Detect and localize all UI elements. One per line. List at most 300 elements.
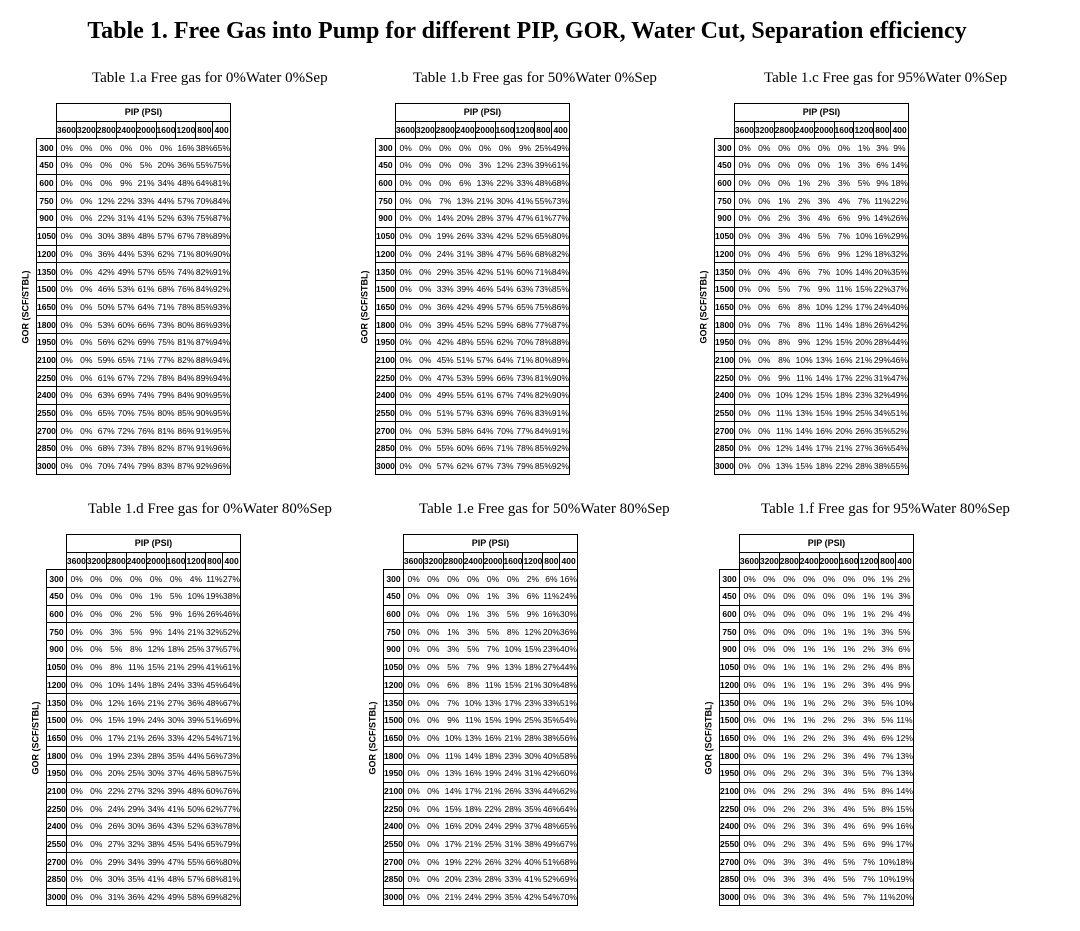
table-cell: 14% — [834, 316, 854, 334]
table-cell: 57% — [435, 457, 455, 475]
table-cell: 47% — [166, 853, 186, 871]
table-cell: 25% — [483, 835, 503, 853]
table-cell: 80% — [156, 404, 176, 422]
table-cell: 41% — [136, 210, 156, 228]
table-cell: 13% — [774, 457, 794, 475]
gor-row-header: 2700 — [384, 853, 404, 871]
table-cell: 2% — [839, 711, 859, 729]
table-cell: 0% — [403, 605, 423, 623]
table-cell: 9% — [523, 605, 543, 623]
table-cell: 0% — [166, 570, 186, 588]
table-cell: 33% — [136, 192, 156, 210]
table-cell: 8% — [896, 658, 914, 676]
table-cell: 78% — [196, 227, 213, 245]
table-cell: 0% — [774, 157, 794, 175]
table-cell: 26% — [483, 853, 503, 871]
table-row — [720, 871, 914, 889]
gor-row-header: 2100 — [376, 351, 396, 369]
table-row — [384, 605, 578, 623]
table-cell: 78% — [156, 369, 176, 387]
table-cell: 69% — [223, 711, 241, 729]
table-cell: 90% — [213, 245, 231, 263]
table-cell: 26% — [146, 729, 166, 747]
table-cell: 62% — [560, 782, 578, 800]
table-cell: 0% — [86, 818, 106, 836]
pip-column-header: 400 — [213, 121, 231, 139]
table-row — [720, 888, 914, 906]
gor-row-header: 1500 — [384, 711, 404, 729]
table-cell: 0% — [754, 227, 774, 245]
table-cell: 37% — [495, 210, 515, 228]
table-cell: 68% — [560, 853, 578, 871]
table-cell: 69% — [116, 387, 136, 405]
table-cell: 3% — [879, 641, 896, 659]
table-cell: 37% — [891, 280, 909, 298]
table-cell: 55% — [891, 457, 909, 475]
table-cell: 0% — [86, 623, 106, 641]
table-cell: 0% — [754, 387, 774, 405]
table-cell: 11% — [896, 711, 914, 729]
table-cell: 2% — [839, 694, 859, 712]
table-cell: 16% — [874, 227, 891, 245]
gor-row-header: 450 — [384, 588, 404, 606]
table-cell: 0% — [415, 316, 435, 334]
table-cell: 74% — [136, 387, 156, 405]
table-cell: 35% — [543, 711, 560, 729]
table-cell: 4% — [819, 871, 839, 889]
table-cell: 29% — [106, 853, 126, 871]
table-cell: 10% — [879, 853, 896, 871]
table-cell: 42% — [891, 316, 909, 334]
gor-row-header: 1350 — [47, 694, 67, 712]
table-cell: 65% — [116, 351, 136, 369]
table-cell: 0% — [463, 588, 483, 606]
table-cell: 73% — [515, 369, 535, 387]
table-cell: 49% — [116, 263, 136, 281]
table-cell: 75% — [136, 404, 156, 422]
table-cell: 21% — [475, 192, 495, 210]
table-cell: 74% — [515, 387, 535, 405]
table-cell: 7% — [854, 192, 874, 210]
table-cell: 0% — [395, 316, 415, 334]
table-cell: 63% — [96, 387, 116, 405]
table-cell: 0% — [859, 570, 879, 588]
table-cell: 2% — [799, 729, 819, 747]
table-cell: 0% — [734, 316, 754, 334]
table-cell: 82% — [535, 387, 552, 405]
table-row — [384, 764, 578, 782]
table-row — [37, 245, 231, 263]
table-cell: 14% — [896, 782, 914, 800]
table-cell: 92% — [552, 440, 570, 458]
table-row — [720, 623, 914, 641]
table-cell: 52% — [156, 210, 176, 228]
table-cell: 3% — [874, 139, 891, 157]
table-cell: 14% — [435, 210, 455, 228]
gor-row-header: 900 — [384, 641, 404, 659]
table-row — [715, 440, 909, 458]
table-cell: 3% — [779, 888, 799, 906]
table-cell: 86% — [176, 422, 196, 440]
table-cell: 1% — [794, 174, 814, 192]
table-cell: 13% — [475, 174, 495, 192]
table-cell: 17% — [896, 835, 914, 853]
table-cell: 21% — [146, 694, 166, 712]
table-cell: 0% — [66, 853, 86, 871]
table-cell: 30% — [166, 711, 186, 729]
table-cell: 84% — [213, 192, 231, 210]
table-cell: 50% — [96, 298, 116, 316]
table-cell: 9% — [515, 139, 535, 157]
table-cell: 1% — [799, 658, 819, 676]
pip-column-header: 2400 — [116, 121, 136, 139]
table-cell: 18% — [523, 658, 543, 676]
table-cell: 35% — [891, 263, 909, 281]
gor-row-header: 1350 — [384, 694, 404, 712]
table-cell: 95% — [213, 404, 231, 422]
table-cell: 33% — [166, 729, 186, 747]
table-cell: 0% — [415, 210, 435, 228]
table-cell: 24% — [106, 800, 126, 818]
table-cell: 4% — [839, 818, 859, 836]
table-cell: 6% — [543, 570, 560, 588]
table-row — [47, 782, 241, 800]
pip-column-header: 800 — [206, 552, 223, 570]
table-cell: 0% — [754, 333, 774, 351]
table-cell: 52% — [223, 623, 241, 641]
table-cell: 0% — [403, 764, 423, 782]
table-cell: 0% — [423, 641, 443, 659]
table-cell: 90% — [196, 387, 213, 405]
table-cell: 44% — [891, 333, 909, 351]
table-cell: 31% — [874, 369, 891, 387]
table-cell: 15% — [814, 404, 834, 422]
table-cell: 7% — [834, 227, 854, 245]
table-cell: 0% — [415, 333, 435, 351]
table-cell: 91% — [552, 422, 570, 440]
table-row — [376, 210, 570, 228]
gor-row-header: 300 — [715, 139, 735, 157]
table-cell: 11% — [543, 588, 560, 606]
table-cell: 5% — [859, 800, 879, 818]
table-cell: 48% — [543, 818, 560, 836]
table-cell: 33% — [503, 871, 523, 889]
table-cell: 62% — [495, 333, 515, 351]
gor-row-header: 2850 — [37, 440, 57, 458]
table-cell: 70% — [116, 404, 136, 422]
table-cell: 0% — [395, 157, 415, 175]
gor-row-header: 1800 — [384, 747, 404, 765]
gor-row-header: 1050 — [47, 658, 67, 676]
pip-column-header: 2800 — [435, 121, 455, 139]
gor-axis-label-text: GOR (SCF/STBL) — [367, 701, 377, 775]
table-cell: 9% — [891, 139, 909, 157]
table-cell: 0% — [76, 387, 96, 405]
table-cell: 0% — [86, 835, 106, 853]
table-cell: 12% — [814, 333, 834, 351]
table-cell: 0% — [754, 457, 774, 475]
table-cell: 20% — [543, 623, 560, 641]
table-cell: 1% — [819, 641, 839, 659]
table-row — [715, 280, 909, 298]
gor-row-header: 600 — [715, 174, 735, 192]
table-cell: 75% — [196, 210, 213, 228]
table-cell: 14% — [891, 157, 909, 175]
table-cell: 2% — [839, 658, 859, 676]
table-cell: 23% — [126, 747, 146, 765]
table-cell: 21% — [854, 351, 874, 369]
pip-column-header: 2800 — [106, 552, 126, 570]
table-cell: 55% — [186, 853, 206, 871]
table-cell: 13% — [483, 694, 503, 712]
table-cell: 19% — [503, 711, 523, 729]
table-cell: 0% — [66, 623, 86, 641]
table-cell: 27% — [543, 658, 560, 676]
table-cell: 48% — [166, 871, 186, 889]
table-cell: 95% — [213, 387, 231, 405]
table-cell: 41% — [523, 871, 543, 889]
gor-row-header: 2700 — [715, 422, 735, 440]
table-cell: 63% — [515, 280, 535, 298]
table-cell: 23% — [854, 387, 874, 405]
table-cell: 38% — [523, 835, 543, 853]
table-cell: 0% — [435, 174, 455, 192]
table-cell: 0% — [739, 605, 759, 623]
gor-row-header: 1500 — [715, 280, 735, 298]
pip-header: PIP (PSI) — [739, 535, 913, 553]
table-cell: 34% — [146, 800, 166, 818]
table-cell: 51% — [891, 404, 909, 422]
table-cell: 17% — [463, 782, 483, 800]
table-cell: 0% — [76, 298, 96, 316]
gor-axis-label — [361, 569, 383, 905]
gor-row-header: 2700 — [37, 422, 57, 440]
gor-row-header: 1500 — [47, 711, 67, 729]
table-row — [47, 676, 241, 694]
table-cell: 0% — [86, 747, 106, 765]
table-cell: 0% — [819, 588, 839, 606]
table-cell: 32% — [126, 835, 146, 853]
gor-row-header: 1800 — [37, 316, 57, 334]
table-cell: 53% — [435, 422, 455, 440]
table-cell: 86% — [552, 298, 570, 316]
table-cell: 2% — [779, 764, 799, 782]
table-cell: 45% — [435, 351, 455, 369]
table-cell: 6% — [859, 835, 879, 853]
table-cell: 87% — [196, 333, 213, 351]
table-cell: 75% — [213, 157, 231, 175]
gor-row-header: 2550 — [376, 404, 396, 422]
table-cell: 24% — [166, 676, 186, 694]
table-cell: 5% — [794, 245, 814, 263]
pip-column-header: 2400 — [455, 121, 475, 139]
table-cell: 0% — [86, 888, 106, 906]
table-cell: 3% — [799, 871, 819, 889]
table-cell: 20% — [106, 764, 126, 782]
table-cell: 0% — [395, 333, 415, 351]
table-cell: 7% — [463, 658, 483, 676]
table-cell: 8% — [126, 641, 146, 659]
table-cell: 91% — [552, 404, 570, 422]
table-cell: 21% — [463, 835, 483, 853]
table-cell: 9% — [834, 245, 854, 263]
table-row — [384, 729, 578, 747]
gor-row-header: 2250 — [384, 800, 404, 818]
table-cell: 0% — [395, 280, 415, 298]
table-cell: 8% — [503, 623, 523, 641]
table-cell: 11% — [814, 316, 834, 334]
table-cell: 5% — [879, 711, 896, 729]
table-cell: 22% — [891, 192, 909, 210]
table-cell: 2% — [839, 676, 859, 694]
table-cell: 0% — [754, 440, 774, 458]
table-cell: 12% — [523, 623, 543, 641]
pip-column-header: 3600 — [403, 552, 423, 570]
pip-column-header: 2800 — [96, 121, 116, 139]
table-cell: 56% — [560, 729, 578, 747]
pip-header: PIP (PSI) — [734, 104, 908, 122]
table-cell: 29% — [503, 818, 523, 836]
table-cell: 0% — [754, 139, 774, 157]
table-row — [47, 818, 241, 836]
table-cell: 7% — [483, 641, 503, 659]
pip-header: PIP (PSI) — [395, 104, 569, 122]
table-cell: 0% — [734, 139, 754, 157]
table-cell: 50% — [186, 800, 206, 818]
gor-row-header: 1650 — [384, 729, 404, 747]
table-cell: 13% — [814, 351, 834, 369]
table-cell: 0% — [734, 263, 754, 281]
table-cell: 96% — [213, 457, 231, 475]
table-cell: 0% — [759, 570, 779, 588]
table-cell: 0% — [395, 210, 415, 228]
table-cell: 0% — [739, 641, 759, 659]
table-row — [47, 570, 241, 588]
table-caption: Table 1.a Free gas for 0%Water 0%Sep — [92, 70, 328, 86]
table-cell: 18% — [146, 676, 166, 694]
table-cell: 5% — [503, 605, 523, 623]
table-cell: 54% — [206, 729, 223, 747]
table-cell: 14% — [794, 422, 814, 440]
table-cell: 87% — [552, 316, 570, 334]
table-cell: 14% — [874, 210, 891, 228]
free-gas-table — [714, 103, 909, 475]
table-cell: 31% — [523, 764, 543, 782]
table-cell: 2% — [859, 658, 879, 676]
table-cell: 29% — [874, 351, 891, 369]
table-cell: 79% — [136, 457, 156, 475]
table-cell: 48% — [560, 676, 578, 694]
table-cell: 16% — [186, 605, 206, 623]
pip-column-header: 1600 — [503, 552, 523, 570]
table-row — [720, 694, 914, 712]
pip-column-header: 800 — [879, 552, 896, 570]
table-cell: 39% — [166, 782, 186, 800]
table-cell: 0% — [739, 747, 759, 765]
table-cell: 80% — [223, 853, 241, 871]
table-cell: 39% — [146, 853, 166, 871]
gor-row-header: 2250 — [720, 800, 740, 818]
table-cell: 45% — [455, 316, 475, 334]
table-cell: 78% — [535, 333, 552, 351]
gor-row-header: 2850 — [384, 871, 404, 889]
table-cell: 0% — [66, 782, 86, 800]
table-cell: 56% — [96, 333, 116, 351]
table-cell: 4% — [839, 782, 859, 800]
table-cell: 0% — [759, 871, 779, 889]
table-cell: 67% — [495, 387, 515, 405]
gor-row-header: 450 — [376, 157, 396, 175]
table-cell: 75% — [535, 298, 552, 316]
table-row — [384, 871, 578, 889]
table-cell: 11% — [774, 422, 794, 440]
table-cell: 26% — [891, 210, 909, 228]
gor-row-header: 2100 — [715, 351, 735, 369]
table-cell: 8% — [106, 658, 126, 676]
table-cell: 9% — [146, 623, 166, 641]
table-row — [47, 729, 241, 747]
table-cell: 12% — [106, 694, 126, 712]
table-cell: 81% — [535, 369, 552, 387]
table-cell: 0% — [754, 404, 774, 422]
table-cell: 58% — [560, 747, 578, 765]
table-cell: 41% — [206, 658, 223, 676]
table-cell: 0% — [106, 605, 126, 623]
table-cell: 38% — [146, 835, 166, 853]
table-cell: 51% — [435, 404, 455, 422]
table-row — [720, 711, 914, 729]
gor-row-header: 2100 — [37, 351, 57, 369]
gor-row-header: 300 — [376, 139, 396, 157]
table-row — [384, 658, 578, 676]
gor-row-header: 1800 — [47, 747, 67, 765]
table-cell: 19% — [206, 588, 223, 606]
table-cell: 17% — [503, 694, 523, 712]
table-cell: 0% — [739, 570, 759, 588]
table-cell: 20% — [463, 818, 483, 836]
table-row — [47, 888, 241, 906]
gor-row-header: 2700 — [376, 422, 396, 440]
table-cell: 4% — [879, 676, 896, 694]
gor-row-header: 1200 — [47, 676, 67, 694]
table-cell: 0% — [395, 369, 415, 387]
table-cell: 73% — [116, 440, 136, 458]
gor-row-header: 1050 — [715, 227, 735, 245]
table-row — [715, 316, 909, 334]
table-cell: 0% — [86, 782, 106, 800]
table-cell: 42% — [146, 888, 166, 906]
table-cell: 0% — [734, 457, 754, 475]
table-cell: 11% — [206, 570, 223, 588]
table-cell: 95% — [213, 422, 231, 440]
table-cell: 9% — [443, 711, 463, 729]
table-cell: 0% — [395, 245, 415, 263]
table-row — [384, 570, 578, 588]
table-row — [376, 422, 570, 440]
table-caption: Table 1.d Free gas for 0%Water 80%Sep — [88, 501, 332, 517]
table-cell: 32% — [146, 782, 166, 800]
table-cell: 0% — [754, 422, 774, 440]
table-cell: 0% — [76, 245, 96, 263]
table-row — [376, 174, 570, 192]
table-cell: 0% — [66, 764, 86, 782]
table-cell: 15% — [443, 800, 463, 818]
gor-row-header: 2100 — [720, 782, 740, 800]
table-row — [37, 263, 231, 281]
table-cell: 5% — [896, 623, 914, 641]
table-cell: 3% — [799, 835, 819, 853]
gor-row-header: 1950 — [376, 333, 396, 351]
